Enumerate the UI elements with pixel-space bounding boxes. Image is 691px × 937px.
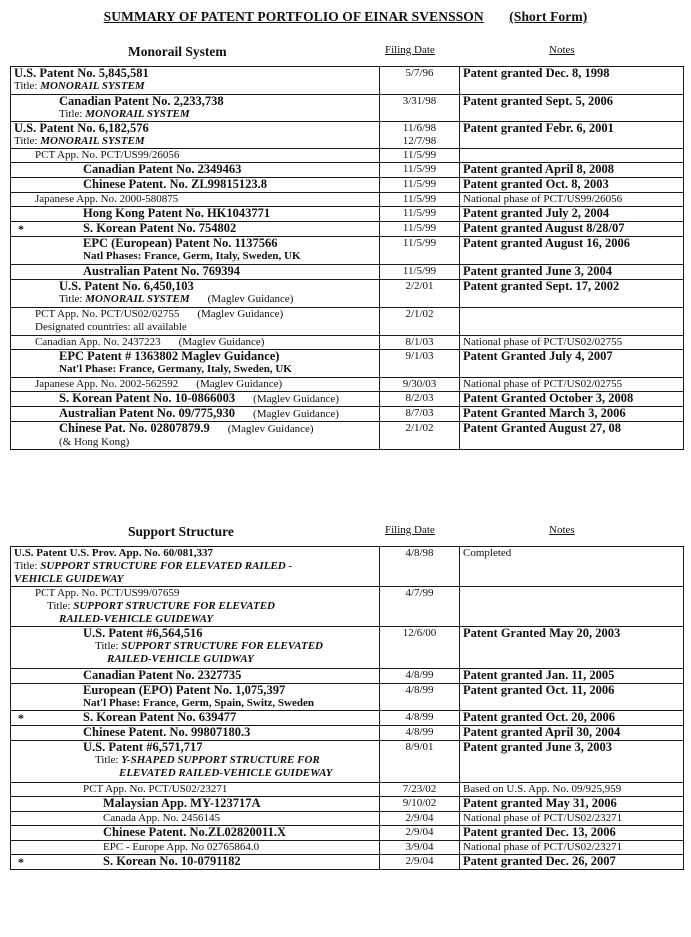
notes-cell xyxy=(460,669,684,684)
patent-detail: Nat'l Phase: France, Germ, Spain, Switz, Sweden xyxy=(83,697,314,709)
patent-name: EPC - Europe App. No 02765864.0 xyxy=(103,841,260,853)
patent-detail: Nat'l Phase: France, Germany, Italy, Sweden, UK xyxy=(59,363,292,375)
filing-date-cell xyxy=(380,684,460,711)
patent-description-cell xyxy=(11,95,380,122)
filing-date-cell xyxy=(380,669,460,684)
table-row xyxy=(11,841,684,855)
note-text: Patent granted Oct. 8, 2003 xyxy=(463,177,609,191)
notes-cell xyxy=(460,67,684,95)
filing-date-cell xyxy=(380,95,460,122)
patent-name: Japanese App. No. 2000-580875 xyxy=(35,193,179,205)
patent-description-cell xyxy=(11,711,380,726)
notes-cell xyxy=(460,841,684,855)
filing-date-cell xyxy=(380,222,460,237)
note-text: Patent granted Sept. 17, 2002 xyxy=(463,279,620,293)
patent-detail: ELEVATED RAILED-VEHICLE GUIDEWAY xyxy=(119,767,333,779)
note-text: Patent granted July 2, 2004 xyxy=(463,206,610,220)
patent-name: S. Korean No. 10-0791182 xyxy=(103,854,241,868)
filing-date-cell xyxy=(380,812,460,826)
document-title-line xyxy=(0,9,691,25)
patent-name: EPC Patent # 1363802 Maglev Guidance) xyxy=(59,349,280,363)
patent-description-cell xyxy=(11,163,380,178)
patent-description-cell xyxy=(11,684,380,711)
section-header-monorail xyxy=(0,42,691,62)
notes-cell xyxy=(460,855,684,870)
patent-name: Chinese Patent. No. 99807180.3 xyxy=(83,725,251,739)
filing-date: 11/5/99 xyxy=(402,149,437,161)
filing-date: 9/10/02 xyxy=(402,797,437,809)
patent-name: EPC (European) Patent No. 1137566 xyxy=(83,236,278,250)
filing-date: 11/5/99 xyxy=(402,178,437,190)
table-row xyxy=(11,237,684,265)
patent-detail: Title: SUPPORT STRUCTURE FOR ELEVATED RAILED - xyxy=(14,560,293,572)
patent-name: Canadian Patent No. 2349463 xyxy=(83,162,242,176)
patent-description-cell xyxy=(11,378,380,392)
patent-description-cell xyxy=(11,193,380,207)
table-row xyxy=(11,422,684,450)
filing-date-cell xyxy=(380,587,460,627)
filing-date: 4/8/98 xyxy=(405,547,434,559)
filing-date-cell xyxy=(380,547,460,587)
filing-date: 2/9/04 xyxy=(405,826,434,838)
table-row xyxy=(11,95,684,122)
patent-name: PCT App. No. PCT/US99/26056 xyxy=(35,149,180,161)
patent-description-cell xyxy=(11,308,380,336)
filing-date: 8/2/03 xyxy=(405,392,434,404)
notes-cell xyxy=(460,741,684,783)
note-text: Patent Granted October 3, 2008 xyxy=(463,391,634,405)
notes-cell xyxy=(460,797,684,812)
filing-date-cell xyxy=(380,237,460,265)
patent-name: PCT App. No. PCT/US02/02755 (Maglev Guidance) xyxy=(35,308,284,320)
patent-name: U.S. Patent U.S. Prov. App. No. 60/081,337 xyxy=(14,547,214,559)
notes-cell xyxy=(460,826,684,841)
table-row xyxy=(11,547,684,587)
filing-date: 2/9/04 xyxy=(405,812,434,824)
maglev-guidance-tag: (Maglev Guidance) xyxy=(253,393,339,405)
patent-description-cell xyxy=(11,67,380,95)
section-title: Monorail System xyxy=(128,44,227,59)
maglev-guidance-tag: (Maglev Guidance) xyxy=(178,336,265,348)
filing-date: 9/30/03 xyxy=(402,378,437,390)
patent-name: U.S. Patent No. 6,450,103 xyxy=(59,279,194,293)
filing-date-cell xyxy=(380,265,460,280)
patent-detail: Natl Phases: France, Germ, Italy, Sweden, UK xyxy=(83,250,301,262)
note-text: Patent granted August 8/28/07 xyxy=(463,221,625,235)
note-text: Patent granted Oct. 20, 2006 xyxy=(463,710,616,724)
patent-name: Canadian App. No. 2437223 (Maglev Guidance) xyxy=(35,336,265,348)
patent-description-cell xyxy=(11,826,380,841)
patent-description-cell xyxy=(11,547,380,587)
filing-date-header: Filing Date xyxy=(385,524,435,536)
filing-date: 3/9/04 xyxy=(405,841,434,853)
patent-detail: Title: MONORAIL SYSTEM xyxy=(59,108,190,120)
patent-detail: RAILED-VEHICLE GUIDWAY xyxy=(107,653,254,665)
filing-date: 7/23/02 xyxy=(402,783,437,795)
patent-name: U.S. Patent #6,571,717 xyxy=(83,740,203,754)
patent-name: Hong Kong Patent No. HK1043771 xyxy=(83,206,271,220)
patent-description-cell xyxy=(11,407,380,422)
filing-date-cell xyxy=(380,163,460,178)
filing-date: 11/5/99 xyxy=(402,222,437,234)
filing-date-cell xyxy=(380,392,460,407)
notes-cell xyxy=(460,308,684,336)
patent-detail: VEHICLE GUIDEWAY xyxy=(14,573,124,585)
notes-cell xyxy=(460,378,684,392)
note-text: Patent Granted May 20, 2003 xyxy=(463,626,621,640)
filing-date-cell xyxy=(380,350,460,378)
patent-description-cell xyxy=(11,265,380,280)
note-text: National phase of PCT/US99/26056 xyxy=(463,193,623,205)
patent-description-cell xyxy=(11,237,380,265)
filing-date-cell xyxy=(380,711,460,726)
filing-date-cell xyxy=(380,797,460,812)
table-row xyxy=(11,122,684,149)
table-row xyxy=(11,350,684,378)
filing-date: 11/5/99 xyxy=(402,265,437,277)
patent-name: Chinese Patent. No.ZL02820011.X xyxy=(103,825,286,839)
note-text: Patent granted June 3, 2004 xyxy=(463,264,612,278)
notes-cell xyxy=(460,627,684,669)
table-row xyxy=(11,826,684,841)
filing-date: 12/6/00 xyxy=(402,627,437,639)
patent-name: PCT App. No. PCT/US02/23271 xyxy=(83,783,228,795)
filing-date: 4/8/99 xyxy=(405,684,434,696)
note-text: Completed xyxy=(463,547,512,559)
table-row xyxy=(11,392,684,407)
patent-name: S. Korean Patent No. 639477 xyxy=(83,710,237,724)
support-structure-patent-table xyxy=(10,546,684,870)
filing-date: 4/8/99 xyxy=(405,669,434,681)
filing-date-secondary: 12/7/98 xyxy=(402,135,437,147)
filing-date-cell xyxy=(380,841,460,855)
note-text: Patent Granted March 3, 2006 xyxy=(463,406,626,420)
patent-name: U.S. Patent No. 5,845,581 xyxy=(14,66,149,80)
table-row xyxy=(11,669,684,684)
filing-date-cell xyxy=(380,207,460,222)
notes-cell xyxy=(460,587,684,627)
table-row xyxy=(11,684,684,711)
notes-cell xyxy=(460,711,684,726)
table-row xyxy=(11,178,684,193)
table-row xyxy=(11,67,684,95)
filing-date-cell xyxy=(380,783,460,797)
patent-description-cell xyxy=(11,207,380,222)
patent-detail: Title: Y-SHAPED SUPPORT STRUCTURE FOR xyxy=(95,754,320,766)
maglev-guidance-tag: (Maglev Guidance) xyxy=(196,378,283,390)
table-row xyxy=(11,336,684,350)
document-subtitle: (Short Form) xyxy=(509,9,588,24)
patent-description-cell xyxy=(11,841,380,855)
note-text: Patent granted April 8, 2008 xyxy=(463,162,615,176)
note-text: Patent granted Oct. 11, 2006 xyxy=(463,683,615,697)
notes-cell xyxy=(460,122,684,149)
filing-date: 2/2/01 xyxy=(405,280,434,292)
filing-date: 4/8/99 xyxy=(405,726,434,738)
notes-cell xyxy=(460,149,684,163)
filing-date-cell xyxy=(380,308,460,336)
notes-cell xyxy=(460,237,684,265)
patent-description-cell xyxy=(11,741,380,783)
filing-date: 9/1/03 xyxy=(405,350,434,362)
patent-description-cell xyxy=(11,149,380,163)
filing-date: 4/7/99 xyxy=(405,587,434,599)
patent-description-cell xyxy=(11,422,380,450)
filing-date-header: Filing Date xyxy=(385,44,435,56)
notes-cell xyxy=(460,684,684,711)
patent-name: Australian Patent No. 769394 xyxy=(83,264,240,278)
note-text: National phase of PCT/US02/23271 xyxy=(463,812,623,824)
patent-name: Canadian Patent No. 2327735 xyxy=(83,668,242,682)
notes-cell xyxy=(460,193,684,207)
notes-cell xyxy=(460,95,684,122)
notes-cell xyxy=(460,726,684,741)
patent-description-cell xyxy=(11,797,380,812)
patent-detail: Designated countries: all available xyxy=(35,321,187,333)
filing-date: 11/5/99 xyxy=(402,163,437,175)
patent-name: U.S. Patent #6,564,516 xyxy=(83,626,203,640)
filing-date: 2/9/04 xyxy=(405,855,434,867)
filing-date: 8/9/01 xyxy=(405,741,434,753)
notes-cell xyxy=(460,336,684,350)
note-text: Patent granted August 16, 2006 xyxy=(463,236,631,250)
filing-date: 4/8/99 xyxy=(405,711,434,723)
filing-date-cell xyxy=(380,67,460,95)
notes-header: Notes xyxy=(549,44,575,56)
filing-date-cell xyxy=(380,378,460,392)
patent-description-cell xyxy=(11,280,380,308)
table-row xyxy=(11,783,684,797)
note-text: National phase of PCT/US02/02755 xyxy=(463,336,623,348)
section-header-support xyxy=(0,522,691,542)
maglev-guidance-tag: (Maglev Guidance) xyxy=(197,308,284,320)
filing-date: 2/1/02 xyxy=(405,422,434,434)
notes-cell xyxy=(460,350,684,378)
patent-description-cell xyxy=(11,783,380,797)
notes-cell xyxy=(460,812,684,826)
table-row xyxy=(11,280,684,308)
patent-description-cell xyxy=(11,350,380,378)
patent-description-cell xyxy=(11,812,380,826)
table-row xyxy=(11,193,684,207)
notes-header: Notes xyxy=(549,524,575,536)
patent-detail: Title: SUPPORT STRUCTURE FOR ELEVATED xyxy=(95,640,324,652)
notes-cell xyxy=(460,207,684,222)
note-text: Patent Granted August 27, 08 xyxy=(463,421,621,435)
note-text: Patent granted Sept. 5, 2006 xyxy=(463,94,613,108)
filing-date: 8/7/03 xyxy=(405,407,434,419)
patent-detail: Title: SUPPORT STRUCTURE FOR ELEVATED xyxy=(47,600,276,612)
patent-detail: RAILED-VEHICLE GUIDEWAY xyxy=(59,613,214,625)
table-row xyxy=(11,627,684,669)
patent-name: Chinese Pat. No. 02807879.9 (Maglev Guidance) xyxy=(59,421,314,435)
note-text: Patent granted Febr. 6, 2001 xyxy=(463,121,614,135)
patent-description-cell xyxy=(11,627,380,669)
note-text: Patent granted April 30, 2004 xyxy=(463,725,621,739)
note-text: National phase of PCT/US02/23271 xyxy=(463,841,623,853)
filing-date: 2/1/02 xyxy=(405,308,434,320)
note-text: Patent granted May 31, 2006 xyxy=(463,796,617,810)
filing-date: 11/5/99 xyxy=(402,237,437,249)
table-row xyxy=(11,149,684,163)
table-row xyxy=(11,407,684,422)
patent-name: Japanese App. No. 2002-562592 (Maglev Guidance) xyxy=(35,378,283,390)
asterisk-marker: * xyxy=(18,711,24,725)
patent-detail: Title: MONORAIL SYSTEM xyxy=(14,135,145,147)
filing-date-cell xyxy=(380,826,460,841)
table-row xyxy=(11,812,684,826)
table-row xyxy=(11,265,684,280)
section-title: Support Structure xyxy=(128,524,234,539)
table-row xyxy=(11,711,684,726)
patent-detail: Title: MONORAIL SYSTEM xyxy=(14,80,145,92)
filing-date-cell xyxy=(380,149,460,163)
maglev-guidance-tag: (Maglev Guidance) xyxy=(253,408,339,420)
table-row xyxy=(11,163,684,178)
filing-date-cell xyxy=(380,741,460,783)
table-row xyxy=(11,308,684,336)
patent-description-cell xyxy=(11,336,380,350)
patent-description-cell xyxy=(11,726,380,741)
patent-description-cell xyxy=(11,392,380,407)
filing-date-cell xyxy=(380,422,460,450)
patent-description-cell xyxy=(11,669,380,684)
note-text: Patent granted Dec. 8, 1998 xyxy=(463,66,610,80)
filing-date-cell xyxy=(380,627,460,669)
note-text: Patent granted Dec. 26, 2007 xyxy=(463,854,616,868)
patent-description-cell xyxy=(11,587,380,627)
patent-name: Canadian Patent No. 2,233,738 xyxy=(59,94,224,108)
table-row xyxy=(11,741,684,783)
filing-date-cell xyxy=(380,280,460,308)
filing-date: 8/1/03 xyxy=(405,336,434,348)
table-row xyxy=(11,207,684,222)
patent-description-cell xyxy=(11,855,380,870)
patent-name: PCT App. No. PCT/US99/07659 xyxy=(35,587,180,599)
patent-detail: Title: MONORAIL SYSTEM (Maglev Guidance) xyxy=(59,293,294,305)
patent-description-cell xyxy=(11,222,380,237)
asterisk-marker: * xyxy=(18,222,24,236)
maglev-guidance-tag: (Maglev Guidance) xyxy=(207,293,294,305)
notes-cell xyxy=(460,280,684,308)
note-text: National phase of PCT/US02/02755 xyxy=(463,378,623,390)
notes-cell xyxy=(460,783,684,797)
table-row xyxy=(11,726,684,741)
table-row xyxy=(11,797,684,812)
patent-name: Canada App. No. 2456145 xyxy=(103,812,221,824)
note-text: Patent granted Dec. 13, 2006 xyxy=(463,825,616,839)
note-text: Patent granted June 3, 2003 xyxy=(463,740,612,754)
document-title: SUMMARY OF PATENT PORTFOLIO OF EINAR SVENSSON xyxy=(103,9,484,24)
patent-name: European (EPO) Patent No. 1,075,397 xyxy=(83,683,286,697)
filing-date: 5/7/96 xyxy=(405,67,434,79)
filing-date-cell xyxy=(380,193,460,207)
notes-cell xyxy=(460,178,684,193)
filing-date-cell xyxy=(380,855,460,870)
filing-date-cell xyxy=(380,407,460,422)
table-row xyxy=(11,587,684,627)
notes-cell xyxy=(460,163,684,178)
notes-cell xyxy=(460,407,684,422)
filing-date: 11/5/99 xyxy=(402,207,437,219)
table-row xyxy=(11,855,684,870)
patent-name: U.S. Patent No. 6,182,576 xyxy=(14,121,149,135)
filing-date: 11/6/98 xyxy=(402,122,437,134)
filing-date: 3/31/98 xyxy=(402,95,437,107)
patent-detail: (& Hong Kong) xyxy=(59,436,130,448)
filing-date-cell xyxy=(380,178,460,193)
filing-date: 11/5/99 xyxy=(402,193,437,205)
patent-description-cell xyxy=(11,122,380,149)
note-text: Based on U.S. App. No. 09/925,959 xyxy=(463,783,622,795)
table-row xyxy=(11,222,684,237)
patent-name: S. Korean Patent No. 754802 xyxy=(83,221,237,235)
filing-date-cell xyxy=(380,726,460,741)
notes-cell xyxy=(460,222,684,237)
notes-cell xyxy=(460,265,684,280)
note-text: Patent Granted July 4, 2007 xyxy=(463,349,613,363)
notes-cell xyxy=(460,392,684,407)
patent-name: Australian Patent No. 09/775,930 (Maglev Guidance) xyxy=(59,406,339,420)
patent-name: Chinese Patent. No. ZL99815123.8 xyxy=(83,177,268,191)
maglev-guidance-tag: (Maglev Guidance) xyxy=(227,423,314,435)
notes-cell xyxy=(460,547,684,587)
patent-name: Malaysian App. MY-123717A xyxy=(103,796,261,810)
filing-date-cell xyxy=(380,122,460,149)
notes-cell xyxy=(460,422,684,450)
note-text: Patent granted Jan. 11, 2005 xyxy=(463,668,615,682)
filing-date-cell xyxy=(380,336,460,350)
table-row xyxy=(11,378,684,392)
patent-name: S. Korean Patent No. 10-0866003 (Maglev Guidance) xyxy=(59,391,339,405)
asterisk-marker: * xyxy=(18,855,24,869)
patent-description-cell xyxy=(11,178,380,193)
monorail-patent-table xyxy=(10,66,684,450)
